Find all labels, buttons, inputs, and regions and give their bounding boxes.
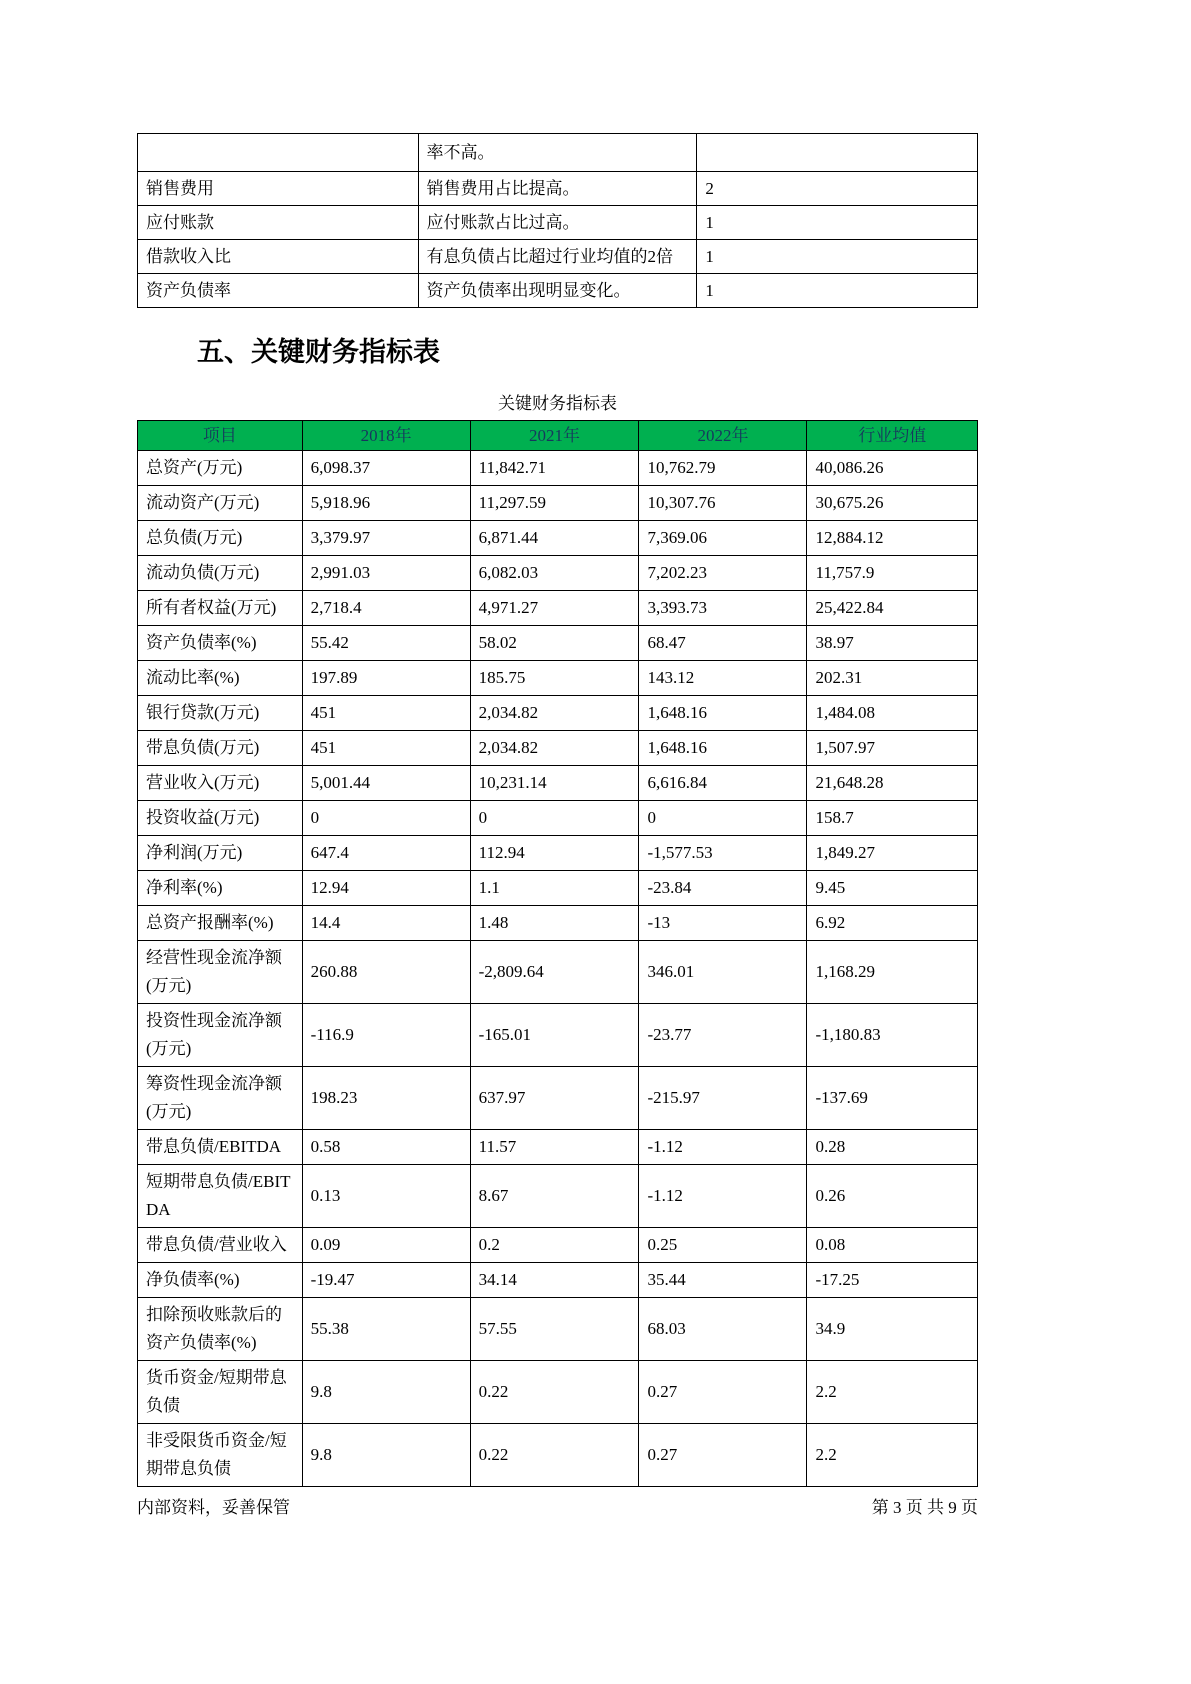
indicator-value-cell: -116.9 <box>302 1004 470 1067</box>
indicator-value-cell: 4,971.27 <box>470 591 639 626</box>
indicator-table-header-row <box>138 421 978 451</box>
risk-table-row <box>138 206 978 240</box>
risk-table <box>137 133 978 308</box>
indicator-label-cell: 银行贷款(万元) <box>138 696 303 731</box>
indicator-value-cell: 14.4 <box>302 906 470 941</box>
indicator-value-cell: 11,842.71 <box>470 451 639 486</box>
indicator-value-cell: 11.57 <box>470 1130 639 1165</box>
indicator-table-header-cell: 2021年 <box>470 421 639 451</box>
table-row <box>138 486 978 521</box>
table-row <box>138 1361 978 1424</box>
footer-note: 内部资料，妥善保管 <box>137 1498 290 1517</box>
indicator-value-cell: 197.89 <box>302 661 470 696</box>
indicator-value-cell: 202.31 <box>807 661 978 696</box>
indicator-value-cell: 0.08 <box>807 1228 978 1263</box>
indicator-value-cell: -165.01 <box>470 1004 639 1067</box>
indicator-value-cell: 12,884.12 <box>807 521 978 556</box>
indicator-value-cell: 0.25 <box>639 1228 807 1263</box>
indicator-table-body <box>138 451 978 1487</box>
indicator-value-cell: 0.27 <box>639 1424 807 1487</box>
indicator-value-cell: 1,507.97 <box>807 731 978 766</box>
table-row <box>138 1165 978 1228</box>
indicator-value-cell: 11,297.59 <box>470 486 639 521</box>
indicator-label-cell: 所有者权益(万元) <box>138 591 303 626</box>
risk-table-cell: 销售费用占比提高。 <box>418 172 697 206</box>
indicator-table <box>137 420 978 1487</box>
indicator-label-cell: 投资收益(万元) <box>138 801 303 836</box>
indicator-value-cell: 34.9 <box>807 1298 978 1361</box>
indicator-value-cell: 58.02 <box>470 626 639 661</box>
indicator-value-cell: 0.22 <box>470 1424 639 1487</box>
table-row <box>138 1263 978 1298</box>
indicator-value-cell: -1,180.83 <box>807 1004 978 1067</box>
section-heading: 五、关键财务指标表 <box>197 337 440 367</box>
indicator-value-cell: 30,675.26 <box>807 486 978 521</box>
indicator-value-cell: 6,616.84 <box>639 766 807 801</box>
indicator-table-header-cell: 2022年 <box>639 421 807 451</box>
indicator-label-cell: 流动资产(万元) <box>138 486 303 521</box>
indicator-label-cell: 扣除预收账款后的资产负债率(%) <box>138 1298 303 1361</box>
table-row <box>138 801 978 836</box>
indicator-value-cell: 9.45 <box>807 871 978 906</box>
table-row <box>138 521 978 556</box>
indicator-value-cell: 1.48 <box>470 906 639 941</box>
indicator-label-cell: 非受限货币资金/短期带息负债 <box>138 1424 303 1487</box>
indicator-value-cell: 1,648.16 <box>639 731 807 766</box>
risk-table-row <box>138 172 978 206</box>
risk-table-row <box>138 274 978 308</box>
indicator-value-cell: 0.09 <box>302 1228 470 1263</box>
indicator-value-cell: -215.97 <box>639 1067 807 1130</box>
risk-table-cell: 借款收入比 <box>138 240 419 274</box>
risk-table-cell: 2 <box>697 172 978 206</box>
indicator-value-cell: 21,648.28 <box>807 766 978 801</box>
indicator-value-cell: 0.27 <box>639 1361 807 1424</box>
indicator-value-cell: 0.58 <box>302 1130 470 1165</box>
indicator-value-cell: -1.12 <box>639 1130 807 1165</box>
table-row <box>138 451 978 486</box>
indicator-value-cell: 0.28 <box>807 1130 978 1165</box>
indicator-value-cell: -2,809.64 <box>470 941 639 1004</box>
table-row <box>138 836 978 871</box>
indicator-value-cell: 260.88 <box>302 941 470 1004</box>
indicator-value-cell: 6,871.44 <box>470 521 639 556</box>
indicator-value-cell: 3,379.97 <box>302 521 470 556</box>
risk-table-cell: 资产负债率 <box>138 274 419 308</box>
indicator-label-cell: 总资产报酬率(%) <box>138 906 303 941</box>
indicator-value-cell: -23.84 <box>639 871 807 906</box>
indicator-value-cell: -23.77 <box>639 1004 807 1067</box>
indicator-label-cell: 净负债率(%) <box>138 1263 303 1298</box>
indicator-value-cell: 57.55 <box>470 1298 639 1361</box>
risk-table-cell: 销售费用 <box>138 172 419 206</box>
indicator-value-cell: 143.12 <box>639 661 807 696</box>
indicator-value-cell: 9.8 <box>302 1361 470 1424</box>
indicator-value-cell: 1,648.16 <box>639 696 807 731</box>
indicator-label-cell: 净利率(%) <box>138 871 303 906</box>
risk-table-cell: 1 <box>697 274 978 308</box>
table-row <box>138 626 978 661</box>
indicator-value-cell: 35.44 <box>639 1263 807 1298</box>
page-number: 第 3 页 共 9 页 <box>871 1498 978 1517</box>
indicator-value-cell: 5,001.44 <box>302 766 470 801</box>
indicator-label-cell: 流动负债(万元) <box>138 556 303 591</box>
indicator-value-cell: 0 <box>639 801 807 836</box>
indicator-value-cell: 34.14 <box>470 1263 639 1298</box>
indicator-value-cell: 6,098.37 <box>302 451 470 486</box>
indicator-value-cell: 1,849.27 <box>807 836 978 871</box>
risk-table-cell: 率不高。 <box>418 134 697 172</box>
indicator-value-cell: 55.38 <box>302 1298 470 1361</box>
indicator-value-cell: 7,369.06 <box>639 521 807 556</box>
indicator-value-cell: 0 <box>470 801 639 836</box>
indicator-table-header-cell: 2018年 <box>302 421 470 451</box>
indicator-value-cell: 68.47 <box>639 626 807 661</box>
indicator-label-cell: 带息负债/EBITDA <box>138 1130 303 1165</box>
indicator-value-cell: 40,086.26 <box>807 451 978 486</box>
indicator-table-header-cell: 项目 <box>138 421 303 451</box>
indicator-value-cell: 112.94 <box>470 836 639 871</box>
indicator-label-cell: 流动比率(%) <box>138 661 303 696</box>
indicator-value-cell: 0.2 <box>470 1228 639 1263</box>
indicator-value-cell: 0 <box>302 801 470 836</box>
indicator-value-cell: 55.42 <box>302 626 470 661</box>
table-row <box>138 906 978 941</box>
indicator-value-cell: 9.8 <box>302 1424 470 1487</box>
table-row <box>138 1298 978 1361</box>
indicator-label-cell: 总资产(万元) <box>138 451 303 486</box>
indicator-value-cell: 198.23 <box>302 1067 470 1130</box>
indicator-value-cell: -17.25 <box>807 1263 978 1298</box>
indicator-label-cell: 短期带息负债/EBITDA <box>138 1165 303 1228</box>
indicator-value-cell: 25,422.84 <box>807 591 978 626</box>
indicator-label-cell: 资产负债率(%) <box>138 626 303 661</box>
indicator-label-cell: 净利润(万元) <box>138 836 303 871</box>
indicator-value-cell: 68.03 <box>639 1298 807 1361</box>
risk-table-cell: 应付账款占比过高。 <box>418 206 697 240</box>
risk-table-cell: 应付账款 <box>138 206 419 240</box>
indicator-value-cell: 2,034.82 <box>470 731 639 766</box>
table-row <box>138 661 978 696</box>
risk-table-cell: 1 <box>697 240 978 274</box>
indicator-value-cell: 3,393.73 <box>639 591 807 626</box>
indicator-value-cell: 11,757.9 <box>807 556 978 591</box>
table-caption: 关键财务指标表 <box>498 394 617 413</box>
indicator-value-cell: 1,168.29 <box>807 941 978 1004</box>
risk-table-row <box>138 134 978 172</box>
risk-table-cell <box>138 134 419 172</box>
indicator-value-cell: 158.7 <box>807 801 978 836</box>
indicator-value-cell: -13 <box>639 906 807 941</box>
table-row <box>138 591 978 626</box>
indicator-value-cell: 2,991.03 <box>302 556 470 591</box>
table-row <box>138 1228 978 1263</box>
indicator-value-cell: 0.13 <box>302 1165 470 1228</box>
indicator-value-cell: 7,202.23 <box>639 556 807 591</box>
indicator-value-cell: -19.47 <box>302 1263 470 1298</box>
indicator-table-header-cell: 行业均值 <box>807 421 978 451</box>
indicator-label-cell: 带息负债/营业收入 <box>138 1228 303 1263</box>
indicator-label-cell: 筹资性现金流净额(万元) <box>138 1067 303 1130</box>
risk-table-row <box>138 240 978 274</box>
indicator-value-cell: 8.67 <box>470 1165 639 1228</box>
indicator-value-cell: 346.01 <box>639 941 807 1004</box>
page-content <box>137 133 978 1487</box>
indicator-value-cell: 1,484.08 <box>807 696 978 731</box>
table-row <box>138 941 978 1004</box>
indicator-value-cell: 647.4 <box>302 836 470 871</box>
indicator-value-cell: 38.97 <box>807 626 978 661</box>
table-row <box>138 1067 978 1130</box>
indicator-value-cell: 451 <box>302 731 470 766</box>
indicator-value-cell: 2.2 <box>807 1424 978 1487</box>
indicator-value-cell: 0.22 <box>470 1361 639 1424</box>
indicator-value-cell: 10,307.76 <box>639 486 807 521</box>
indicator-label-cell: 总负债(万元) <box>138 521 303 556</box>
page-footer <box>137 1497 978 1519</box>
indicator-value-cell: 2,718.4 <box>302 591 470 626</box>
risk-table-cell: 资产负债率出现明显变化。 <box>418 274 697 308</box>
risk-table-cell: 1 <box>697 206 978 240</box>
table-row <box>138 1004 978 1067</box>
indicator-value-cell: 2,034.82 <box>470 696 639 731</box>
risk-table-cell: 有息负债占比超过行业均值的2倍 <box>418 240 697 274</box>
indicator-value-cell: 185.75 <box>470 661 639 696</box>
table-row <box>138 1424 978 1487</box>
indicator-value-cell: 637.97 <box>470 1067 639 1130</box>
table-row <box>138 696 978 731</box>
table-row <box>138 871 978 906</box>
indicator-label-cell: 货币资金/短期带息负债 <box>138 1361 303 1424</box>
indicator-label-cell: 经营性现金流净额(万元) <box>138 941 303 1004</box>
indicator-value-cell: 10,762.79 <box>639 451 807 486</box>
risk-table-body <box>138 134 978 308</box>
indicator-value-cell: 6,082.03 <box>470 556 639 591</box>
indicator-value-cell: 12.94 <box>302 871 470 906</box>
indicator-value-cell: 1.1 <box>470 871 639 906</box>
table-row <box>138 766 978 801</box>
indicator-label-cell: 营业收入(万元) <box>138 766 303 801</box>
indicator-value-cell: 5,918.96 <box>302 486 470 521</box>
table-row <box>138 731 978 766</box>
indicator-value-cell: 451 <box>302 696 470 731</box>
risk-table-cell <box>697 134 978 172</box>
indicator-value-cell: -137.69 <box>807 1067 978 1130</box>
indicator-value-cell: -1.12 <box>639 1165 807 1228</box>
indicator-value-cell: 6.92 <box>807 906 978 941</box>
indicator-label-cell: 带息负债(万元) <box>138 731 303 766</box>
table-row <box>138 556 978 591</box>
indicator-label-cell: 投资性现金流净额(万元) <box>138 1004 303 1067</box>
indicator-value-cell: 2.2 <box>807 1361 978 1424</box>
indicator-value-cell: -1,577.53 <box>639 836 807 871</box>
table-row <box>138 1130 978 1165</box>
indicator-value-cell: 10,231.14 <box>470 766 639 801</box>
indicator-value-cell: 0.26 <box>807 1165 978 1228</box>
